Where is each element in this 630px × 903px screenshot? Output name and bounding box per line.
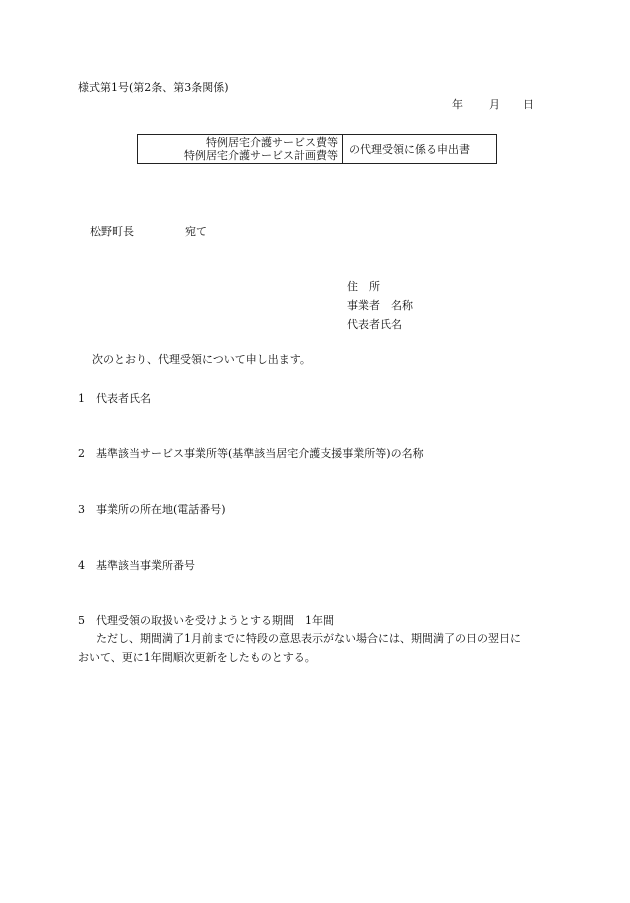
title-right-cell: の代理受領に係る申出書: [349, 143, 470, 156]
item-3: [78, 503, 226, 517]
title-left-cell: [138, 135, 343, 163]
title-line-2: 特例居宅介護サービス計画費等: [184, 149, 338, 162]
addressee-name: 松野町長: [90, 225, 134, 238]
item-number: 1: [78, 392, 85, 405]
item-text: 代表者氏名: [96, 392, 151, 405]
applicant-address-label: 住 所: [347, 280, 380, 293]
item-5: [78, 614, 334, 628]
item-text: 基準該当事業所番号: [96, 559, 195, 572]
form-label: 様式第1号(第2条、第3条関係): [78, 81, 229, 94]
title-line-1: 特例居宅介護サービス費等: [206, 136, 338, 149]
item-1: [78, 392, 151, 406]
item-text: 事業所の所在地(電話番号): [96, 503, 226, 516]
date-year: 年: [452, 98, 463, 111]
item-number: 4: [78, 559, 85, 572]
addressee-suffix: 宛て: [185, 225, 207, 238]
date-month: 月: [489, 98, 500, 111]
note-line-1: ただし、期間満了1月前までに特段の意思表示がない場合には、期間満了の日の翌日に: [96, 632, 521, 645]
item-text: 代理受領の取扱いを受けようとする期間 1年間: [96, 614, 334, 627]
title-box: [137, 134, 497, 164]
note-line-2: おいて、更に1年間順次更新をしたものとする。: [78, 651, 316, 664]
item-text: 基準該当サービス事業所等(基準該当居宅介護支援事業所等)の名称: [96, 447, 424, 460]
item-number: 2: [78, 447, 85, 460]
applicant-representative-label: 代表者氏名: [347, 318, 402, 331]
item-4: [78, 559, 195, 573]
date-day: 日: [523, 98, 534, 111]
item-number: 5: [78, 614, 85, 627]
applicant-business-label: 事業者 名称: [347, 299, 413, 312]
item-2: [78, 447, 424, 461]
addressee: [90, 225, 207, 239]
item-number: 3: [78, 503, 85, 516]
intro-text: 次のとおり、代理受領について申し出ます。: [92, 353, 311, 366]
